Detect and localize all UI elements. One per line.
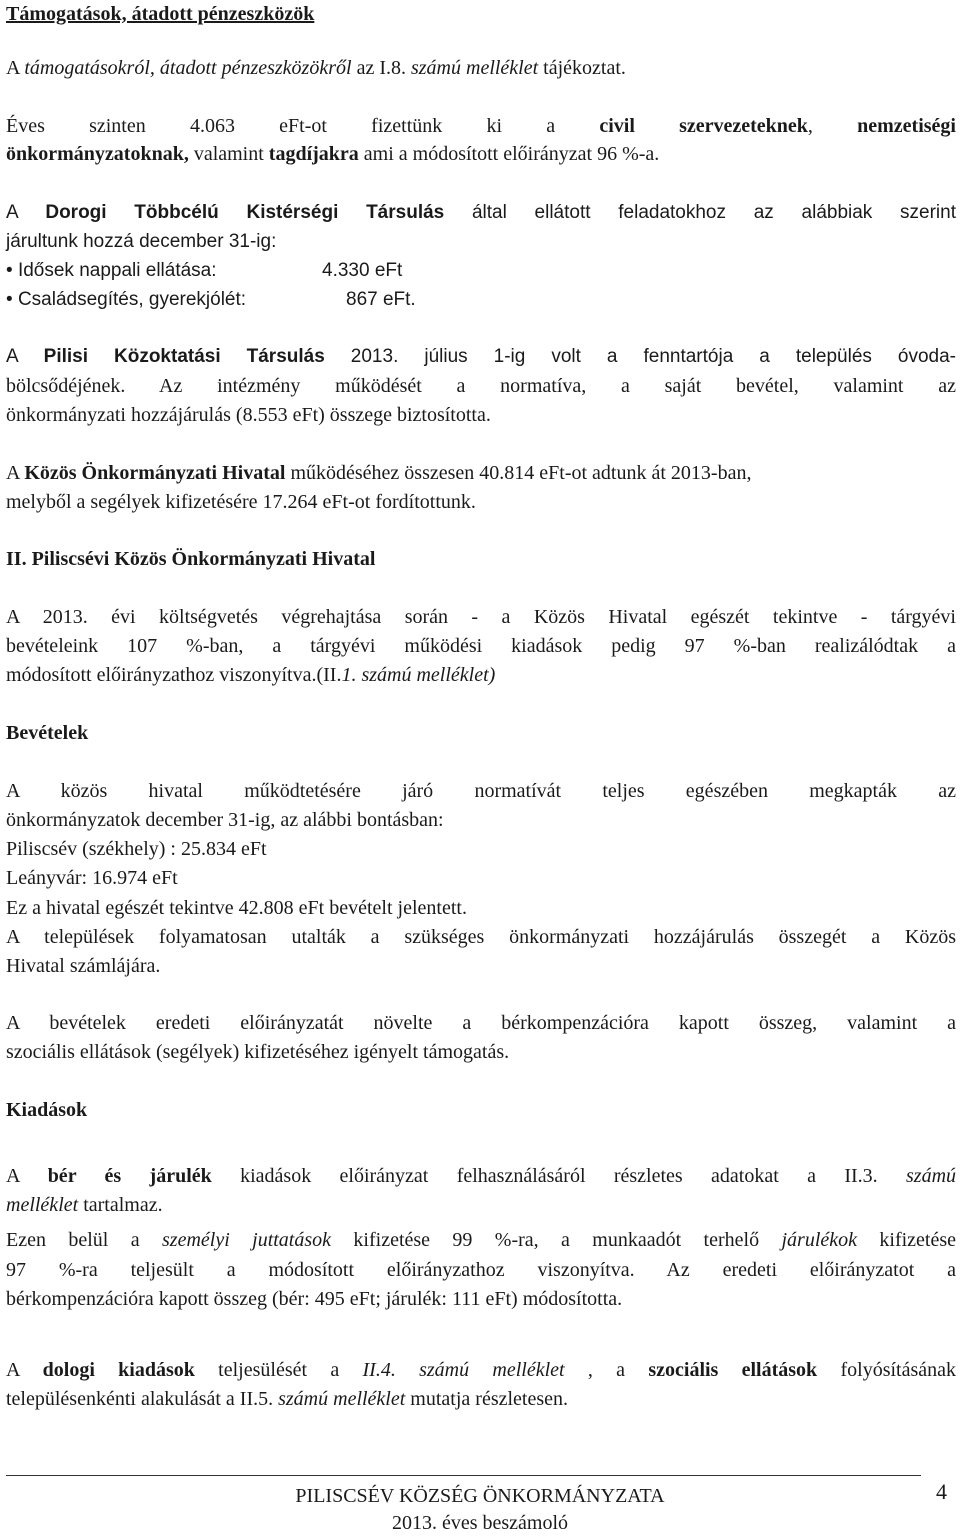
text-run: tagdíjakra <box>268 143 359 165</box>
revenue-piliscsev: Piliscsév (székhely) : 25.834 eFt <box>6 838 267 860</box>
bullet-icon: • <box>6 260 18 281</box>
section-heading-subsidies <box>6 0 956 28</box>
paragraph-revenues-line-1: A közös hivatal működtetésére járó normatívát teljes egészében megkapták az <box>6 780 956 802</box>
text-run: Pilisi Közoktatási Társulás <box>43 346 325 367</box>
text-run: tartalmaz. <box>78 1194 163 1216</box>
text-run: II.4. számú melléklet <box>362 1359 565 1381</box>
text-run: Éves szinten 4.063 eFt-ot fizettünk ki a <box>6 115 600 137</box>
text-run: szociális ellátások <box>648 1359 818 1381</box>
heading-text: Kiadások <box>6 1099 88 1121</box>
text-run: folyósításának <box>817 1359 957 1381</box>
text-run: kifizetése 99 %-ra, a munkaadót terhelő <box>331 1229 782 1251</box>
paragraph-material-line-1 <box>6 1356 956 1384</box>
section-heading-common-office <box>6 545 956 573</box>
paragraph-budget-line-2: bevételeink 107 %-ban, a tárgyévi működési kiadások pedig 97 %-ban realizálódtak a <box>6 635 956 657</box>
paragraph-budget-line-3 <box>6 661 956 689</box>
heading-text: Támogatások, átadott pénzeszközök <box>6 3 315 25</box>
text-run: A <box>6 202 46 223</box>
text-run: az I.8. <box>351 57 411 79</box>
text-run: , a <box>564 1359 649 1381</box>
revenue-leanyvar: Leányvár: 16.974 eFt <box>6 867 178 889</box>
paragraph-office-line-1 <box>6 459 956 487</box>
paragraph-revenues-line-7: Hivatal számlájára. <box>6 955 161 977</box>
bullet-family-support <box>6 286 956 314</box>
text-run: működéséhez összesen 40.814 eFt-ot adtunk át 2013-ban, <box>285 462 752 484</box>
text-run: melléklet <box>6 1194 79 1216</box>
text-run: ami a módosított előirányzat 96 %-a. <box>358 143 660 165</box>
text-run: A <box>6 1359 43 1381</box>
text-run: támogatásokról, átadott pénzeszközökről <box>24 57 352 79</box>
paragraph-pilis-line-2: bölcsődéjének. Az intézmény működését a normatíva, a saját bevétel, valamint az <box>6 375 956 397</box>
paragraph-revenues-line-2: önkormányzatok december 31-ig, az alábbi bontásban: <box>6 809 444 831</box>
paragraph-personnel-line-2: 97 %-ra teljesült a módosított előirányzathoz viszonyítva. Az eredeti előirányzatot a <box>6 1259 956 1281</box>
text-run: , <box>807 115 858 137</box>
paragraph-subsidies-intro <box>6 54 956 82</box>
paragraph-office-line-2: melyből a segélyek kifizetésére 17.264 eFt-ot fordítottunk. <box>6 491 476 513</box>
paragraph-dorog-line-2: járultunk hozzá december 31-ig: <box>6 231 277 252</box>
text-run: bér és járulék <box>47 1165 212 1187</box>
text-run: számú melléklet <box>278 1388 406 1410</box>
paragraph-civil-line-1 <box>6 112 956 140</box>
bullet-label: Idősek nappali ellátása: <box>17 260 217 281</box>
text-run: Dorogi Többcélú Kistérségi Társulás <box>45 202 445 223</box>
text-run: 1. számú melléklet) <box>341 664 496 686</box>
text-run: Közös Önkormányzati Hivatal <box>24 462 286 484</box>
text-run: járulékok <box>781 1229 858 1251</box>
bullet-value: 867 eFt. <box>346 289 416 310</box>
heading-text: Bevételek <box>6 722 89 744</box>
text-run: A <box>6 346 44 367</box>
text-run: önkormányzatoknak, <box>6 143 189 165</box>
paragraph-dorog-line-1 <box>6 199 956 227</box>
page-number: 4 <box>936 1479 947 1504</box>
paragraph-material-line-2 <box>6 1385 956 1413</box>
paragraph-wages-line-1 <box>6 1162 956 1190</box>
text-run: tájékoztat. <box>538 57 626 79</box>
revenue-total: Ez a hivatal egészét tekintve 42.808 eFt bevételt jelentett. <box>6 897 467 919</box>
section-heading-expenditures <box>6 1096 956 1124</box>
bullet-label: Családsegítés, gyerekjólét: <box>17 289 247 310</box>
text-run: számú melléklet <box>410 57 539 79</box>
paragraph-personnel-line-3: bérkompenzációra kapott összeg (bér: 495 eFt; járulék: 111 eFt) módosította. <box>6 1288 623 1310</box>
text-run: kiadások előirányzat felhasználásáról részletes adatokat a II.3. <box>211 1165 906 1187</box>
text-run: mutatja részletesen. <box>405 1388 569 1410</box>
footer-organization: PILISCSÉV KÖZSÉG ÖNKORMÁNYZATA <box>295 1485 665 1507</box>
text-run: nemzetiségi <box>857 115 956 137</box>
text-run: településenkénti alakulását a II.5. <box>6 1388 279 1410</box>
paragraph-wages-line-2 <box>6 1191 956 1219</box>
text-run: által ellátott feladatokhoz az alábbiak szerint <box>444 202 956 223</box>
section-heading-revenues <box>6 719 956 747</box>
text-run: teljesülését a <box>194 1359 363 1381</box>
text-run: kifizetése <box>857 1229 957 1251</box>
footer-divider <box>6 1475 921 1476</box>
paragraph-pilis-line-3: önkormányzati hozzájárulás (8.553 eFt) összege biztosította. <box>6 404 491 426</box>
footer-report-title: 2013. éves beszámoló <box>391 1512 569 1534</box>
paragraph-compensation-line-2: szociális ellátások (segélyek) kifizetéséhez igényelt támogatás. <box>6 1041 510 1063</box>
text-run: dologi kiadások <box>42 1359 195 1381</box>
paragraph-compensation-line-1: A bevételek eredeti előirányzatát növelte a bérkompenzációra kapott összeg, valamint a <box>6 1012 956 1034</box>
paragraph-revenues-line-6: A települések folyamatosan utalták a szükséges önkormányzati hozzájárulás összegét a Közös <box>6 926 956 948</box>
text-run: A <box>6 57 25 79</box>
text-run: számú <box>906 1165 957 1187</box>
paragraph-budget-line-1: A 2013. évi költségvetés végrehajtása során - a Közös Hivatal egészét tekintve - tárgyévi <box>6 606 956 628</box>
text-run: civil szervezeteknek <box>599 115 808 137</box>
text-run: Ezen belül a <box>6 1229 162 1251</box>
heading-text: II. Piliscsévi Közös Önkormányzati Hivatal <box>6 548 376 570</box>
text-run: A <box>6 462 25 484</box>
bullet-elderly-care <box>6 257 956 285</box>
paragraph-civil-line-2 <box>6 140 956 168</box>
text-run: valamint <box>188 143 269 165</box>
text-run: A <box>6 1165 48 1187</box>
text-run: 2013. július 1-ig volt a fenntartója a település óvoda- <box>324 346 956 367</box>
bullet-icon: • <box>6 289 18 310</box>
text-run: módosított előirányzathoz viszonyítva.(II. <box>6 664 342 686</box>
bullet-value: 4.330 eFt <box>322 260 403 281</box>
paragraph-personnel-line-1 <box>6 1226 956 1254</box>
text-run: személyi juttatások <box>162 1229 332 1251</box>
paragraph-pilis-line-1 <box>6 343 956 371</box>
